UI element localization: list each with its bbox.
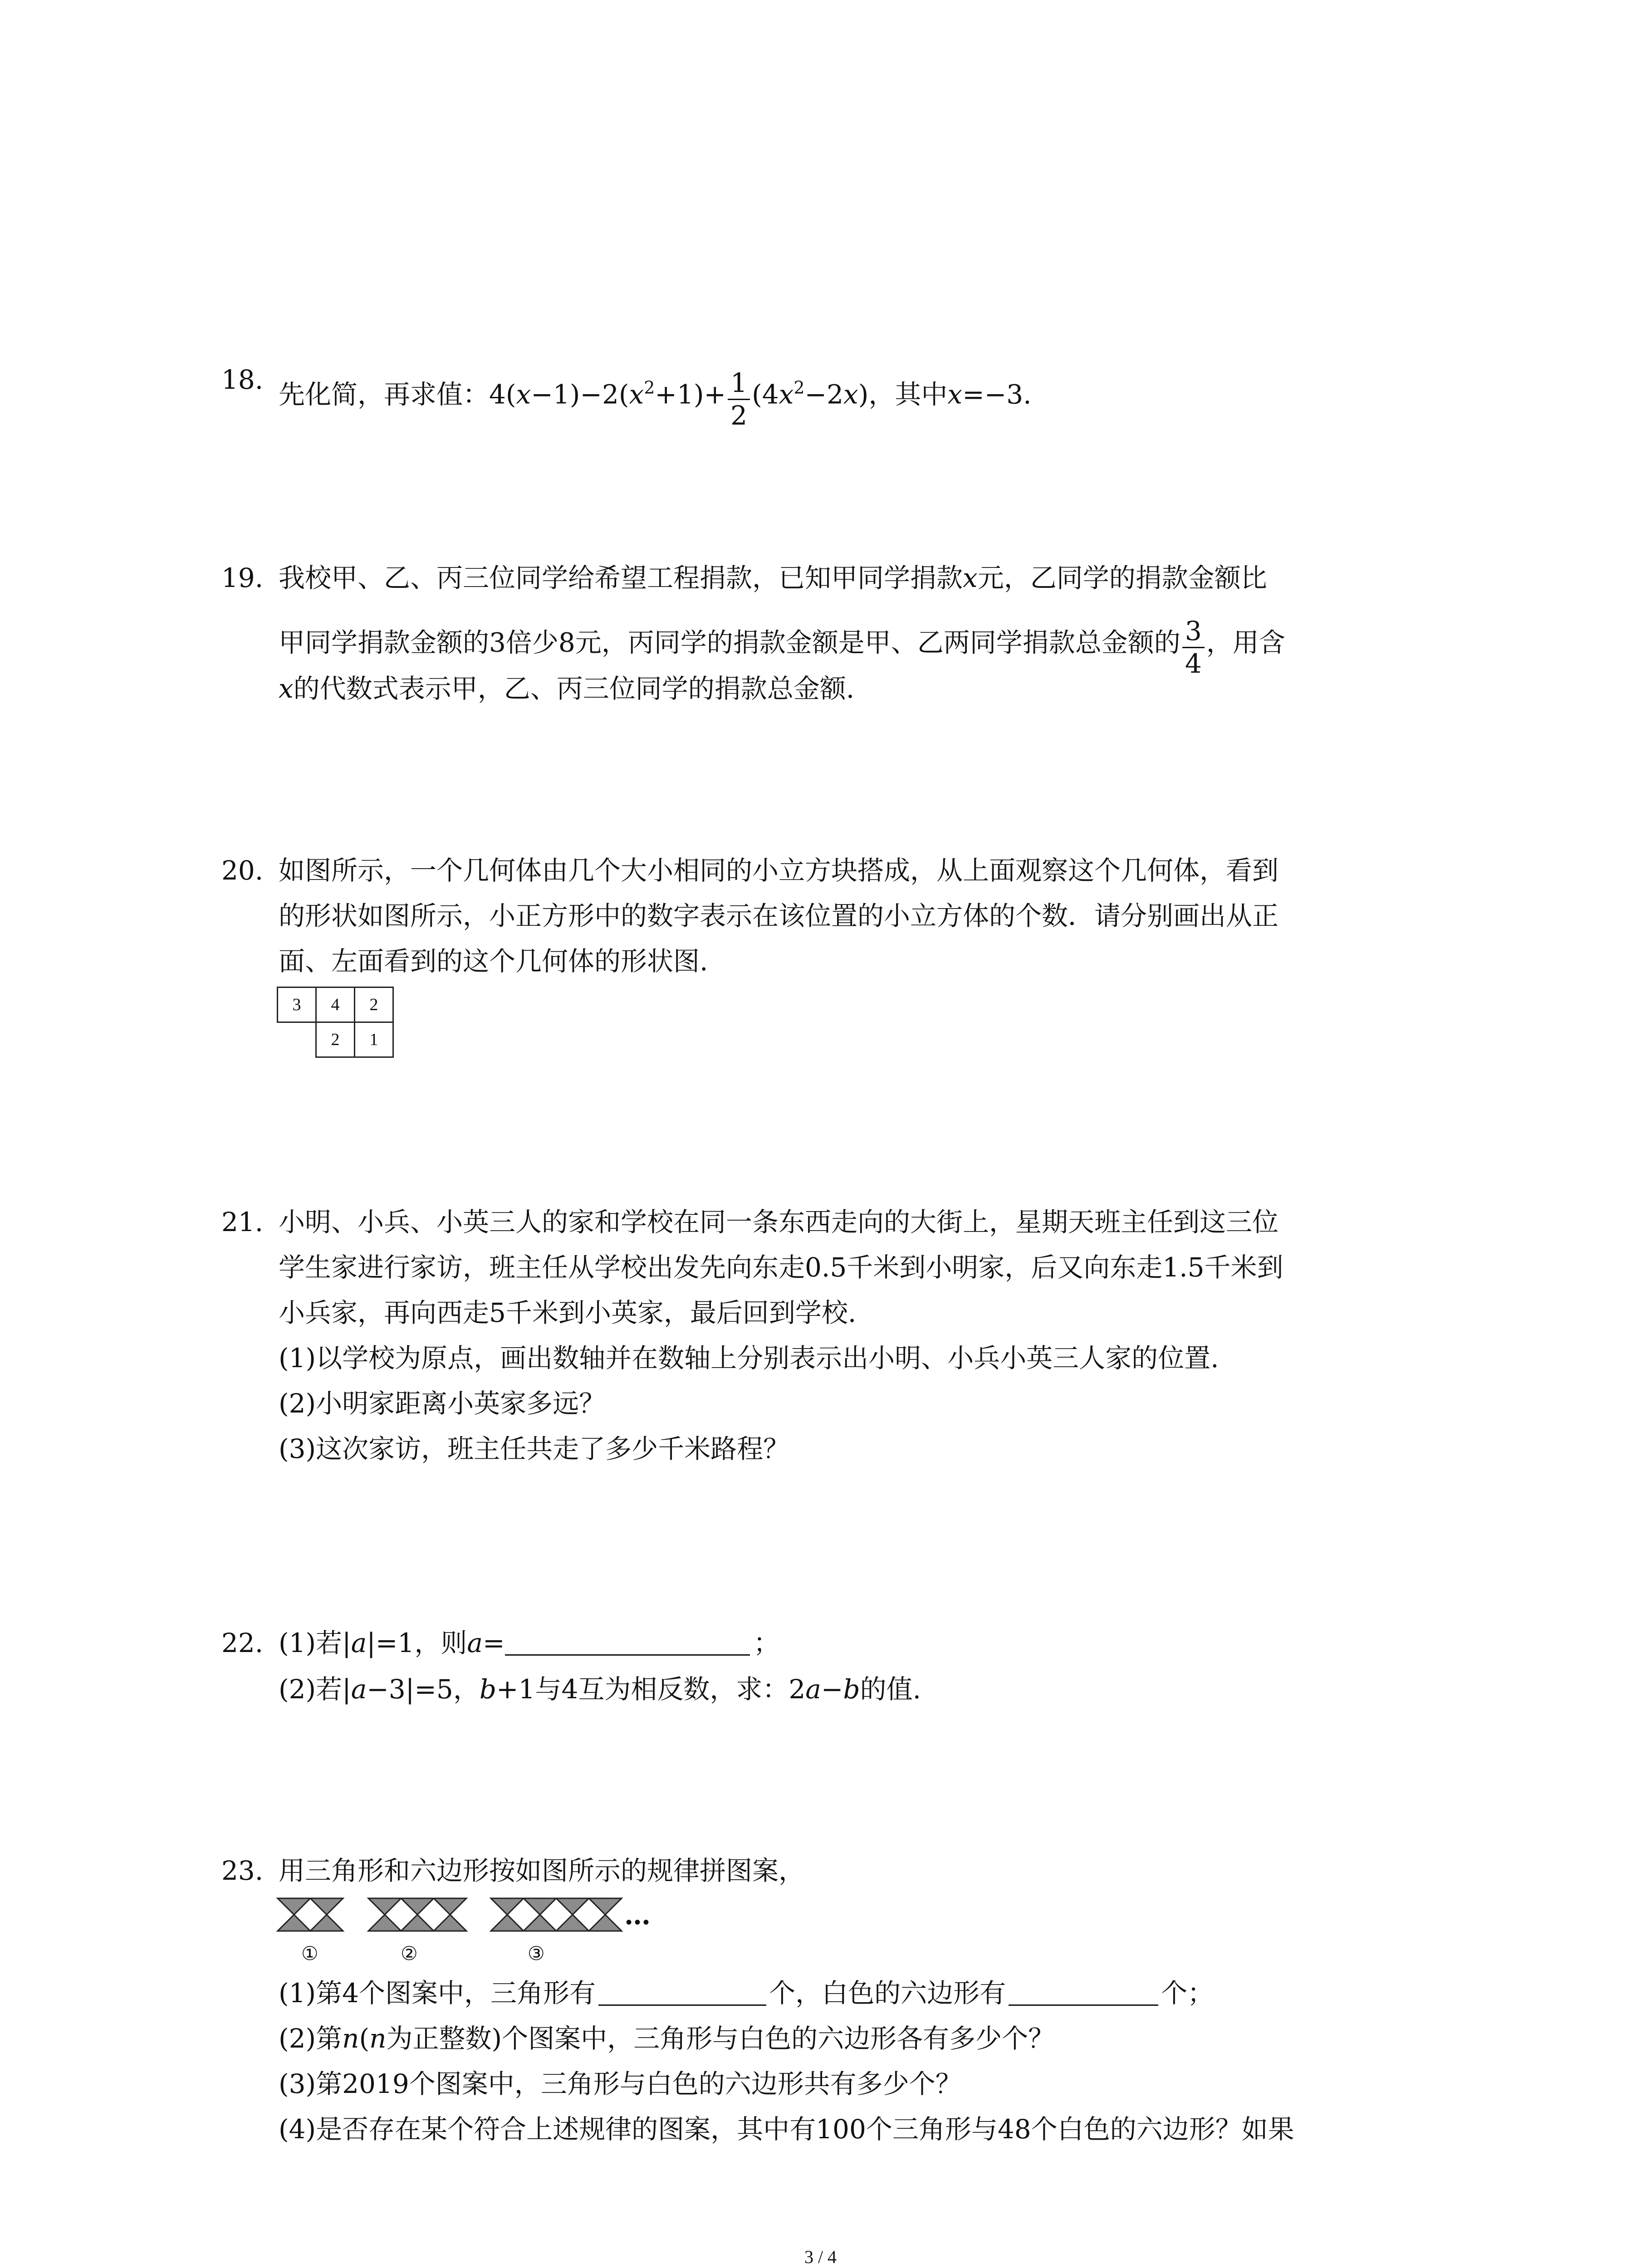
question-23-sub-3: (3)第2019个图案中，三角形与白色的六边形共有多少个？ <box>279 2068 962 2099</box>
pattern-label: ③ <box>528 1942 545 1965</box>
question-23-sub-2: (2)第n(n为正整数)个图案中，三角形与白色的六边形各有多少个？ <box>279 2023 1055 2054</box>
grid-cell: 2 <box>354 987 394 1023</box>
question-20-line-1: 如图所示，一个几何体由几个大小相同的小立方块搭成，从上面观察这个几何体，看到 <box>279 855 1279 886</box>
question-22-sub-2: (2)若|a−3|=5，b+1与4互为相反数，求：2a−b的值. <box>279 1674 921 1705</box>
grid-cell: 2 <box>315 1022 355 1058</box>
question-number: 19. <box>221 562 264 593</box>
fraction-three-quarters: $\frac{3}{4}$ <box>1182 617 1205 678</box>
grid-cell: 3 <box>277 987 317 1023</box>
question-number: 20. <box>221 855 264 886</box>
page-number: 3 / 4 <box>804 2247 837 2267</box>
answer-blank[interactable] <box>598 1982 766 2006</box>
question-18-text: 先化简，再求值：$4(x-1)-2(x^2+1)+$ $\frac{1}{2}$ $(4x^2-2x)$，其中x=−3. <box>279 367 1032 431</box>
fraction-half: $\frac{1}{2}$ <box>728 369 750 430</box>
question-21-sub-3: (3)这次家访，班主任共走了多少千米路程？ <box>279 1433 790 1464</box>
answer-blank[interactable] <box>1009 1982 1158 2006</box>
question-21-line-2: 学生家进行家访，班主任从学校出发先向东走0.5千米到小明家，后又向东走1.5千米到 <box>279 1252 1283 1283</box>
grid-cell: 1 <box>354 1022 394 1058</box>
question-20-line-3: 面、左面看到的这个几何体的形状图. <box>279 946 708 977</box>
question-number: 21. <box>221 1207 264 1237</box>
question-23-intro: 用三角形和六边形按如图所示的规律拼图案， <box>279 1855 805 1886</box>
pattern-2 <box>368 1898 466 1931</box>
question-23-sub-1: (1)第4个图案中，三角形有 个，白色的六边形有 个； <box>279 1978 1214 2009</box>
question-21-line-1: 小明、小兵、小英三人的家和学校在同一条东西走向的大街上，星期天班主任到这三位 <box>279 1207 1279 1237</box>
question-21-sub-1: (1)以学校为原点，画出数轴并在数轴上分别表示出小明、小兵小英三人家的位置. <box>279 1343 1219 1374</box>
pattern-3 <box>491 1898 622 1931</box>
question-number: 18. <box>221 364 264 395</box>
question-20-line-2: 的形状如图所示，小正方形中的数字表示在该位置的小立方体的个数．请分别画出从正 <box>279 900 1279 931</box>
ellipsis: … <box>624 1900 651 1931</box>
question-19-line-3: x的代数式表示甲，乙、丙三位同学的捐款总金额. <box>279 673 855 704</box>
pattern-1 <box>278 1898 343 1931</box>
pattern-label: ① <box>301 1942 318 1965</box>
question-number: 23. <box>221 1855 264 1886</box>
question-23-sub-4: (4)是否存在某个符合上述规律的图案，其中有100个三角形与48个白色的六边形？如果 <box>279 2114 1294 2145</box>
question-21-line-3: 小兵家，再向西走5千米到小英家，最后回到学校. <box>279 1297 857 1328</box>
question-19-line-2: 甲同学捐款金额的3倍少8元，丙同学的捐款金额是甲、乙两同学捐款总金额的 $\frac{3}{4}$ ，用含 <box>279 616 1285 679</box>
question-21-sub-2: (2)小明家距离小英家多远？ <box>279 1388 606 1419</box>
question-number: 22. <box>221 1628 264 1658</box>
question-19-line-1: 我校甲、乙、丙三位同学给希望工程捐款，已知甲同学捐款x元，乙同学的捐款金额比 <box>279 562 1267 593</box>
pattern-label: ② <box>401 1942 418 1965</box>
question-22-sub-1: (1)若|a|=1，则a= ； <box>279 1628 780 1658</box>
grid-cell: 4 <box>315 987 355 1023</box>
